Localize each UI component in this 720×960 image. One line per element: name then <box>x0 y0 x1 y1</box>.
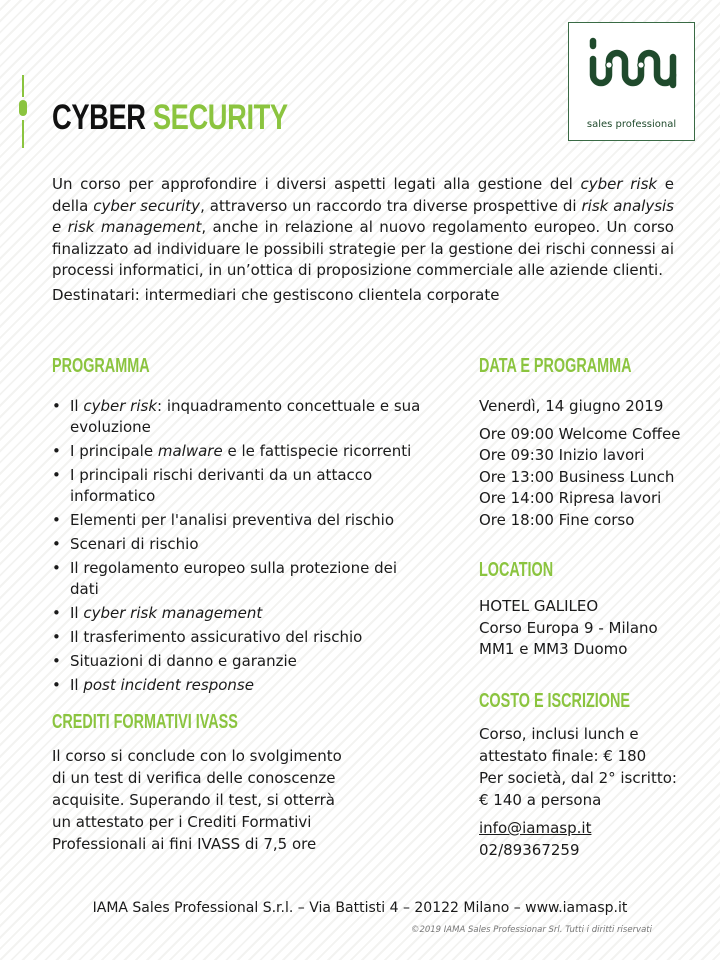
intro-emphasis: cyber security <box>93 196 201 215</box>
event-date: Venerdì, 14 giugno 2019 <box>479 397 664 415</box>
data-programma-heading: DATA E PROGRAMMA <box>479 355 632 377</box>
list-item <box>52 441 427 462</box>
item-text: Elementi per l'analisi preventiva del rischio <box>70 511 395 529</box>
intro-text: Un corso per approfondire i diversi aspetti legati alla gestione del <box>52 175 581 193</box>
intro-text: e della <box>52 175 674 215</box>
item-text: Il trasferimento assicurativo del rischio <box>70 628 363 646</box>
item-text: Il <box>70 397 84 415</box>
list-item <box>52 627 427 648</box>
iama-logo-mark <box>581 37 681 117</box>
page-title <box>52 98 288 138</box>
list-item <box>52 510 427 531</box>
item-emphasis: post incident response <box>83 676 254 694</box>
item-text: Il regolamento europeo sulla protezione dei dati <box>70 559 398 598</box>
schedule-item: Ore 18:00 Fine corso <box>479 510 635 529</box>
item-text: : inquadramento concettuale e sua evoluzione <box>70 397 421 436</box>
item-emphasis: cyber risk management <box>83 604 263 622</box>
item-text: Il <box>70 604 84 622</box>
item-text: I principali rischi derivanti da un attacco informatico <box>70 466 373 505</box>
costo-heading: COSTO E ISCRIZIONE <box>479 690 630 712</box>
intro-text: , attraverso un raccordo tra diverse prospettive di <box>200 196 582 215</box>
intro-emphasis: cyber risk <box>580 175 658 193</box>
item-text: Situazioni di danno e garanzie <box>70 652 297 670</box>
schedule-item: Ore 09:00 Welcome Coffee <box>479 424 681 443</box>
decorative-line-bottom <box>22 120 24 148</box>
item-emphasis: malware <box>157 442 223 460</box>
title-word-security: SECURITY <box>152 98 288 137</box>
programma-list <box>52 396 427 699</box>
location-block <box>479 596 658 661</box>
crediti-heading: CREDITI FORMATIVI IVASS <box>52 711 238 733</box>
list-item <box>52 675 427 696</box>
list-item <box>52 534 427 555</box>
logo-subtitle: sales professional <box>586 119 677 130</box>
item-emphasis: cyber risk <box>83 397 158 415</box>
schedule-item: Ore 09:30 Inizio lavori <box>479 446 645 464</box>
decorative-marker <box>19 100 27 116</box>
location-line: MM1 e MM3 Duomo <box>479 640 628 658</box>
item-text: Scenari di rischio <box>70 535 199 553</box>
list-item <box>52 558 427 600</box>
audience-line: Destinatari: intermediari che gestiscono clientela corporate <box>52 286 500 304</box>
intro-text: , anche in relazione al nuovo regolamento europeo. Un corso finalizzato ad individuare le possibili strategie per la gestione dei rischi connessi ai processi informatici, in un’ottica di proposizione commerciale alle aziende clienti. <box>52 218 674 279</box>
schedule-block <box>479 396 680 531</box>
schedule-item: Ore 13:00 Business Lunch <box>479 467 675 486</box>
location-heading: LOCATION <box>479 559 554 581</box>
company-logo <box>568 22 695 141</box>
intro-paragraph <box>52 174 674 282</box>
price-line: Per società, dal 2° iscritto: € 140 a persona <box>479 769 677 809</box>
list-item <box>52 603 427 624</box>
item-text: Il <box>70 676 84 694</box>
item-text: I principale <box>70 442 158 460</box>
decorative-line-top <box>22 75 24 97</box>
crediti-text: Il corso si conclude con lo svolgimento di un test di verifica delle conoscenze acquisite. Superando il test, si otterrà un attestato per i Crediti Formativi Professionali ai fini IVASS di 7,5 ore <box>52 747 342 853</box>
schedule-item: Ore 14:00 Ripresa lavori <box>479 489 662 507</box>
footer-text: IAMA Sales Professional S.r.l. – Via Battisti 4 – 20122 Milano – www.iamasp.it <box>92 900 628 916</box>
list-item <box>52 651 427 672</box>
list-item <box>52 465 427 507</box>
programma-heading: PROGRAMMA <box>52 355 150 377</box>
price-line: Corso, inclusi lunch e attestato finale: € 180 <box>479 725 647 765</box>
email-link[interactable]: info@iamasp.it <box>479 819 592 837</box>
costo-block <box>479 723 679 861</box>
location-line: Corso Europa 9 - Milano <box>479 618 658 637</box>
copyright: ©2019 IAMA Sales Professionar Srl. Tutti i diritti riservati <box>410 925 652 935</box>
location-line: HOTEL GALILEO <box>479 597 599 615</box>
item-text: e le fattispecie ricorrenti <box>222 442 412 460</box>
list-item <box>52 396 427 438</box>
phone-number: 02/89367259 <box>479 841 580 859</box>
intro-emphasis: risk analysis e risk management <box>52 196 674 236</box>
title-word-cyber: CYBER <box>52 98 146 137</box>
